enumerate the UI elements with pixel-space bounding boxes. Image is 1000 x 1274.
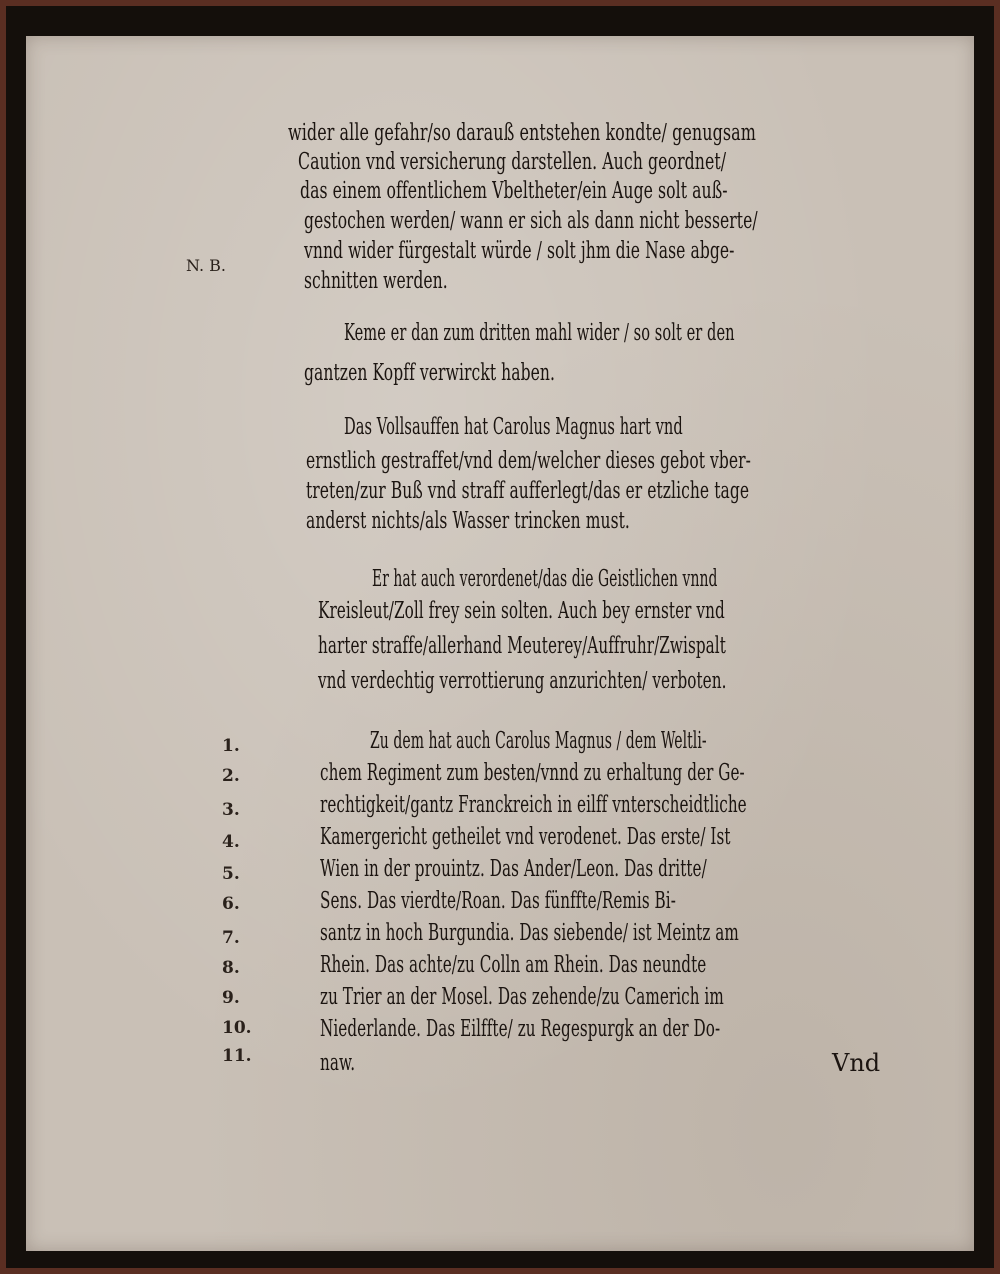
- text-line: Er hat auch verordenet/das die Geistlichen vnnd: [372, 566, 718, 592]
- text-line: harter straffe/allerhand Meuterey/Auffruhr/Zwispalt: [318, 633, 726, 659]
- text-line: gestochen werden/ wann er sich als dann nicht besserte/: [304, 208, 758, 234]
- text-line: chem Regiment zum besten/vnnd zu erhaltung der Ge-: [320, 760, 745, 786]
- side-number: 7.: [222, 928, 240, 948]
- side-number: 3.: [222, 800, 240, 820]
- text-line: Wien in der prouintz. Das Ander/Leon. Das dritte/: [320, 856, 707, 882]
- text-line: Sens. Das vierdte/Roan. Das fünffte/Remis Bi-: [320, 888, 676, 914]
- side-number: 6.: [222, 894, 240, 914]
- text-line: schnitten werden.: [304, 268, 448, 294]
- text-line: treten/zur Buß vnd straff aufferlegt/das er etzliche tage: [306, 478, 750, 504]
- text-line: gantzen Kopff verwirckt haben.: [304, 360, 556, 386]
- side-number: 11.: [222, 1046, 252, 1066]
- text-line: das einem offentlichem Vbeltheter/ein Auge solt auß-: [300, 178, 728, 204]
- side-number: 4.: [222, 832, 240, 852]
- side-number: 9.: [222, 988, 240, 1008]
- text-line: anderst nichts/als Wasser trincken must.: [306, 508, 630, 534]
- text-line: Caution vnd versicherung darstellen. Auch geordnet/: [298, 149, 727, 175]
- catchword: Vnd: [832, 1049, 881, 1077]
- text-line: ernstlich gestraffet/vnd dem/welcher dieses gebot vber-: [306, 448, 751, 474]
- text-line: Rhein. Das achte/zu Colln am Rhein. Das neundte: [320, 952, 707, 978]
- text-line: Niederlande. Das Eilffte/ zu Regespurgk an der Do-: [320, 1016, 721, 1042]
- text-line: wider alle gefahr/so darauß entstehen kondte/ genugsam: [288, 120, 756, 146]
- document-page: [26, 36, 974, 1251]
- text-line: santz in hoch Burgundia. Das siebende/ ist Meintz am: [320, 920, 739, 946]
- text-line: naw.: [320, 1050, 356, 1076]
- text-line: rechtigkeit/gantz Franckreich in eilff vnterscheidtliche: [320, 792, 747, 818]
- text-line: Keme er dan zum dritten mahl wider / so solt er den: [344, 320, 735, 346]
- text-line: Das Vollsauffen hat Carolus Magnus hart vnd: [344, 414, 683, 440]
- side-number: 10.: [222, 1018, 252, 1038]
- text-line: Kamergericht getheilet vnd verodenet. Das erste/ Ist: [320, 824, 731, 850]
- side-number: 5.: [222, 864, 240, 884]
- side-number: 1.: [222, 736, 240, 756]
- text-line: vnnd wider fürgestalt würde / solt jhm die Nase abge-: [304, 238, 735, 264]
- margin-note: N. B.: [186, 256, 226, 275]
- text-line: Kreisleut/Zoll frey sein solten. Auch bey ernster vnd: [318, 598, 725, 624]
- side-number: 2.: [222, 766, 240, 786]
- text-line: zu Trier an der Mosel. Das zehende/zu Camerich im: [320, 984, 724, 1010]
- text-line: Zu dem hat auch Carolus Magnus / dem Weltli-: [370, 728, 707, 754]
- side-number: 8.: [222, 958, 240, 978]
- text-line: vnd verdechtig verrottierung anzurichten/ verboten.: [318, 668, 727, 694]
